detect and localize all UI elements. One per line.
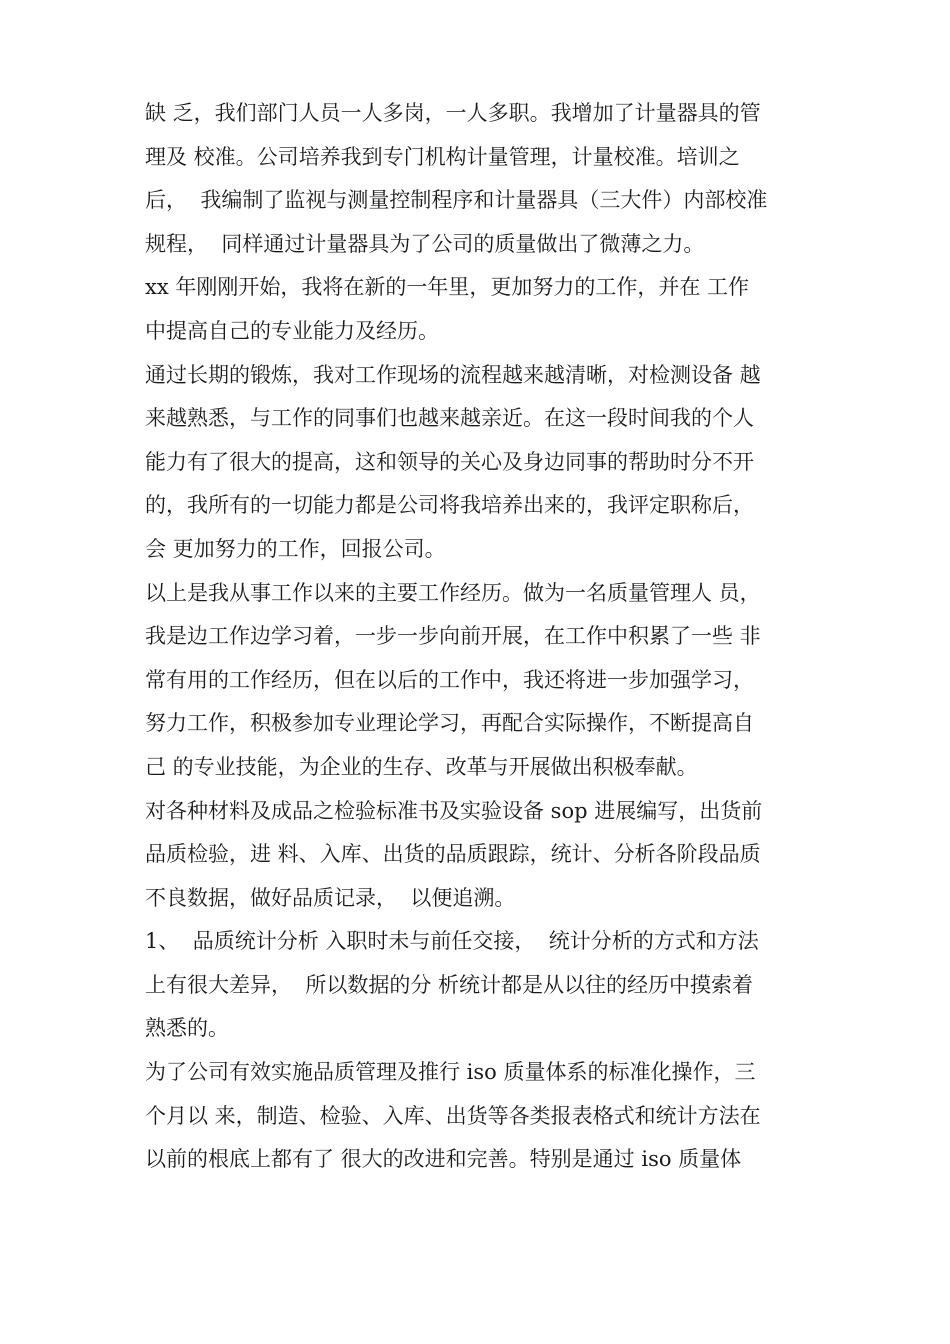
text-line: 缺 乏，我们部门人员一人多岗，一人多职。我增加了计量器具的管 <box>145 101 761 125</box>
text-line: 以前的根底上都有了 很大的改进和完善。特别是通过 iso 质量体 <box>145 1147 742 1172</box>
text-line: 对各种材料及成品之检验标准书及实验设备 sop 进展编写，出货前 <box>145 798 763 823</box>
text-line: 通过长期的锻炼，我对工作现场的流程越来越清晰，对检测设备 越 <box>145 362 761 387</box>
text-line: 常有用的工作经历，但在以后的工作中，我还将进一步加强学习， <box>145 667 754 692</box>
text-line: 个月以 来，制造、检验、入库、出货等各类报表格式和统计方法在 <box>145 1103 761 1128</box>
document-body <box>145 92 825 1182</box>
text-line: 上有很大差异， 所以数据的分 析统计都是从以往的经历中摸索着 <box>145 972 754 997</box>
text-line: 以上是我从事工作以来的主要工作经历。做为一名质量管理人 员， <box>145 580 761 605</box>
text-line: 规程， 同样通过计量器具为了公司的质量做出了微薄之力。 <box>145 231 705 256</box>
text-line: 会 更加努力的工作，回报公司。 <box>145 536 446 561</box>
text-line: 为了公司有效实施品质管理及推行 iso 质量体系的标准化操作，三 <box>145 1060 756 1085</box>
text-line: 的，我所有的一切能力都是公司将我培养出来的，我评定职称后， <box>145 493 754 518</box>
text-line: 中提高自己的专业能力及经历。 <box>145 318 439 343</box>
text-line: 我是边工作边学习着，一步一步向前开展，在工作中积累了一些 非 <box>145 624 761 649</box>
text-line: 1、 品质统计分析 入职时未与前任交接， 统计分析的方式和方法 <box>145 929 759 954</box>
text-line: 后， 我编制了监视与测量控制程序和计量器具（三大件）内部校准 <box>145 188 768 213</box>
text-line: 理及 校准。公司培养我到专门机构计量管理，计量校准。培训之 <box>145 144 740 169</box>
text-line: 己 的专业技能，为企业的生存、改革与开展做出积极奉献。 <box>145 754 698 779</box>
text-line: 熟悉的。 <box>145 1016 229 1041</box>
text-line: 品质检验，进 料、入库、出货的品质跟踪，统计、分析各阶段品质 <box>145 842 761 867</box>
text-line: 来越熟悉，与工作的同事们也越来越亲近。在这一段时间我的个人 <box>145 406 754 431</box>
text-line: 能力有了很大的提高，这和领导的关心及身边同事的帮助时分不开 <box>145 449 754 474</box>
text-line: xx 年刚刚开始，我将在新的一年里，更加努力的工作，并在 工作 <box>145 275 750 300</box>
text-line: 不良数据，做好品质记录， 以便追溯。 <box>145 885 516 910</box>
text-line: 努力工作，积极参加专业理论学习，再配合实际操作，不断提高自 <box>145 711 754 736</box>
